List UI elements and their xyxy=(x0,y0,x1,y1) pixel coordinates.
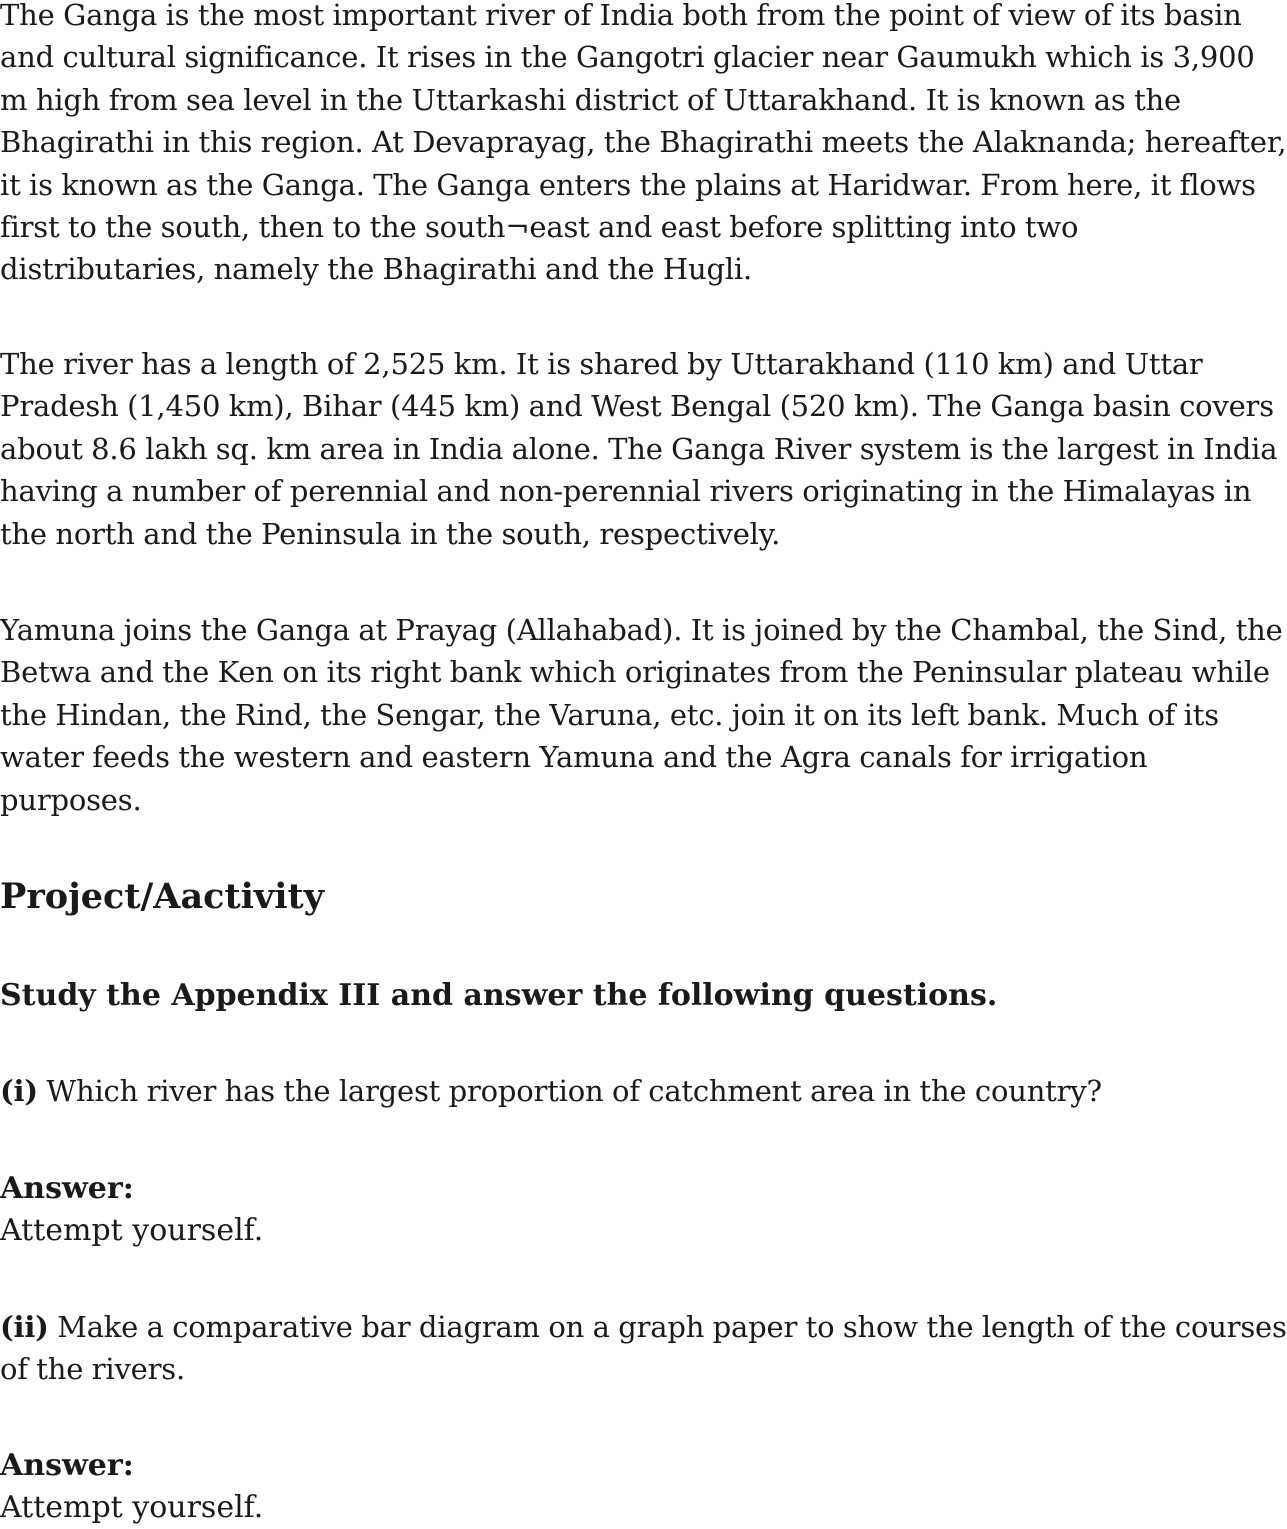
paragraph-yamuna: Yamuna joins the Ganga at Prayag (Allahabad). It is joined by the Chambal, the Sind, the Betwa and the Ken on its right bank which originates from the Peninsular plateau while the Hindan, the Rind, the Sengar, the Varuna, etc. join it on its left bank. Much of its water feeds the western and eastern Yamuna and the Agra canals for irrigation purposes. xyxy=(0,613,1283,817)
question-1-number: (i) xyxy=(0,1074,38,1108)
answer-2-text: Attempt yourself. xyxy=(0,1490,264,1525)
answer-2-label: Answer: xyxy=(0,1448,134,1483)
question-1-text: Which river has the largest proportion of catchment area in the country? xyxy=(37,1074,1102,1108)
question-2-number: (ii) xyxy=(0,1310,49,1344)
question-2-text: Make a comparative bar diagram on a graph paper to show the length of the courses of the rivers. xyxy=(0,1310,1287,1387)
question-2 xyxy=(0,1306,1287,1391)
paragraph-ganga-length: The river has a length of 2,525 km. It is shared by Uttarakhand (110 km) and Uttar Pradesh (1,450 km), Bihar (445 km) and West Bengal (520 km). The Ganga basin covers about 8.6 lakh sq. km area in India alone. The Ganga River system is the largest in India having a number of perennial and non-perennial rivers originating in the Himalayas in the north and the Peninsula in the south, respectively. xyxy=(0,347,1278,551)
question-1 xyxy=(0,1070,1287,1112)
answer-1-label: Answer: xyxy=(0,1171,134,1206)
instruction-text: Study the Appendix III and answer the following questions. xyxy=(0,978,998,1013)
answer-1-text: Attempt yourself. xyxy=(0,1213,264,1248)
paragraph-ganga-origin: The Ganga is the most important river of India both from the point of view of its basin and cultural significance. It rises in the Gangotri glacier near Gaumukh which is 3,900 m high from sea level in the Uttarkashi district of Uttarakhand. It is known as the Bhagirathi in this region. At Devaprayag, the Bhagirathi meets the Alaknanda; hereafter, it is known as the Ganga. The Ganga enters the plains at Haridwar. From here, it flows first to the south, then to the south¬east and east before splitting into two distributaries, namely the Bhagirathi and the Hugli. xyxy=(0,0,1287,287)
section-heading: Project/Aactivity xyxy=(0,876,325,917)
